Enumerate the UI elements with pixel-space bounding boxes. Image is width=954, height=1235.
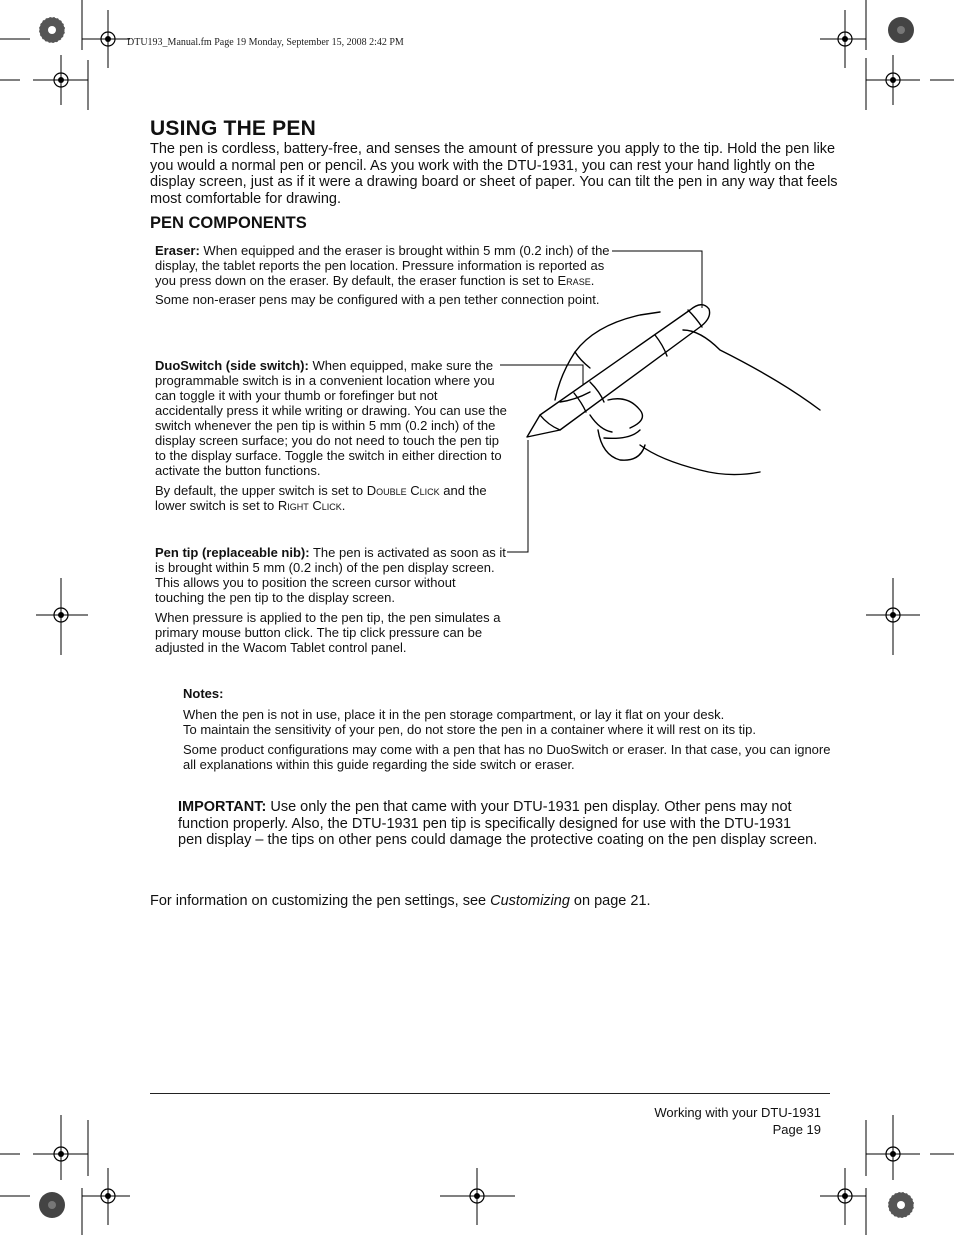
footer-page-number: Page 19: [772, 1122, 821, 1137]
section-heading-pen-components: PEN COMPONENTS: [150, 214, 307, 232]
eraser-label: Eraser:: [155, 243, 200, 258]
intro-paragraph: The pen is cordless, battery-free, and senses the amount of pressure you apply to the tip. Hold the pen like you would a normal pen or pencil. As you work with the DTU-1931, you can rest your hand lightly on the display screen, just as if it were a drawing board or sheet of paper. You can tilt the pen in any way that feels most comfortable for drawing.: [150, 141, 838, 207]
callout-lines: [500, 251, 702, 552]
customizing-reference: [150, 893, 651, 909]
duoswitch-text: When equipped, make sure the programmable switch is in a convenient location where you can toggle it with your thumb or forefinger but not accidentally press it while writing or drawing. You can use the switch whenever the pen tip is within 5 mm (0.2 inch) of the display screen surface; you do not need to touch the pen tip to the display surface. Toggle the switch in either direction to activate the button functions.: [155, 358, 507, 478]
note-item-1a: When the pen is not in use, place it in the pen storage compartment, or lay it flat on your desk.: [183, 707, 725, 722]
pen-tip-extra: When pressure is applied to the pen tip, the pen simulates a primary mouse button click. The tip click pressure can be adjusted in the Wacom Tablet control panel.: [155, 610, 501, 655]
pen-tip-label: Pen tip (replaceable nib):: [155, 545, 310, 560]
duoswitch-label: DuoSwitch (side switch):: [155, 358, 309, 373]
eraser-end: .: [590, 273, 595, 288]
pen-tip-text: The pen is activated as soon as it is brought within 5 mm (0.2 inch) of the pen display screen. This allows you to position the screen cursor without touching the pen tip to the display screen.: [155, 545, 506, 605]
page-title: USING THE PEN: [150, 117, 316, 140]
eraser-extra: Some non-eraser pens may be configured with a pen tether connection point.: [155, 292, 600, 307]
note-item-1b: To maintain the sensitivity of your pen, do not store the pen in a container where it will rest on its tip.: [183, 722, 757, 737]
customizing-link[interactable]: Customizing: [490, 893, 570, 909]
info-before: For information on customizing the pen settings, see: [150, 893, 491, 909]
duoswitch-default-c: .: [341, 498, 346, 513]
important-text: Use only the pen that came with your DTU-1931 pen display. Other pens may not function properly. Also, the DTU-1931 pen tip is specifically designed for use with the DTU-1931 pen display – the tips on other pens could damage the protective coating on the pen display screen.: [178, 799, 818, 848]
footer-divider: [150, 1093, 830, 1094]
note-item-2: Some product configurations may come with a pen that has no DuoSwitch or eraser. In that case, you can ignore all explanations within this guide regarding the side switch or eraser.: [183, 742, 831, 772]
footer-chapter: Working with your DTU-1931: [654, 1105, 821, 1120]
hand-drawing: [527, 305, 820, 475]
eraser-text: When equipped and the eraser is brought within 5 mm (0.2 inch) of the display, the tablet reports the pen location. Pressure information is reported as you press down on the eraser. By default, the eraser function is set to: [155, 243, 610, 288]
important-notice: [178, 799, 818, 849]
eraser-setting: Erase: [557, 273, 591, 288]
print-header: DTU193_Manual.fm Page 19 Monday, September 15, 2008 2:42 PM: [127, 37, 404, 48]
page-footer: [654, 1104, 821, 1138]
info-after: on page 21.: [569, 893, 651, 909]
notes-section: [183, 686, 833, 772]
notes-heading: Notes:: [183, 686, 224, 701]
upper-switch-setting: Double Click: [366, 483, 440, 498]
duoswitch-default-b: and the lower switch is set to: [155, 483, 487, 513]
important-label: IMPORTANT:: [178, 799, 267, 815]
pen-body: [527, 305, 710, 437]
duoswitch-default-a: By default, the upper switch is set to: [155, 483, 367, 498]
lower-switch-setting: Right Click: [277, 498, 342, 513]
